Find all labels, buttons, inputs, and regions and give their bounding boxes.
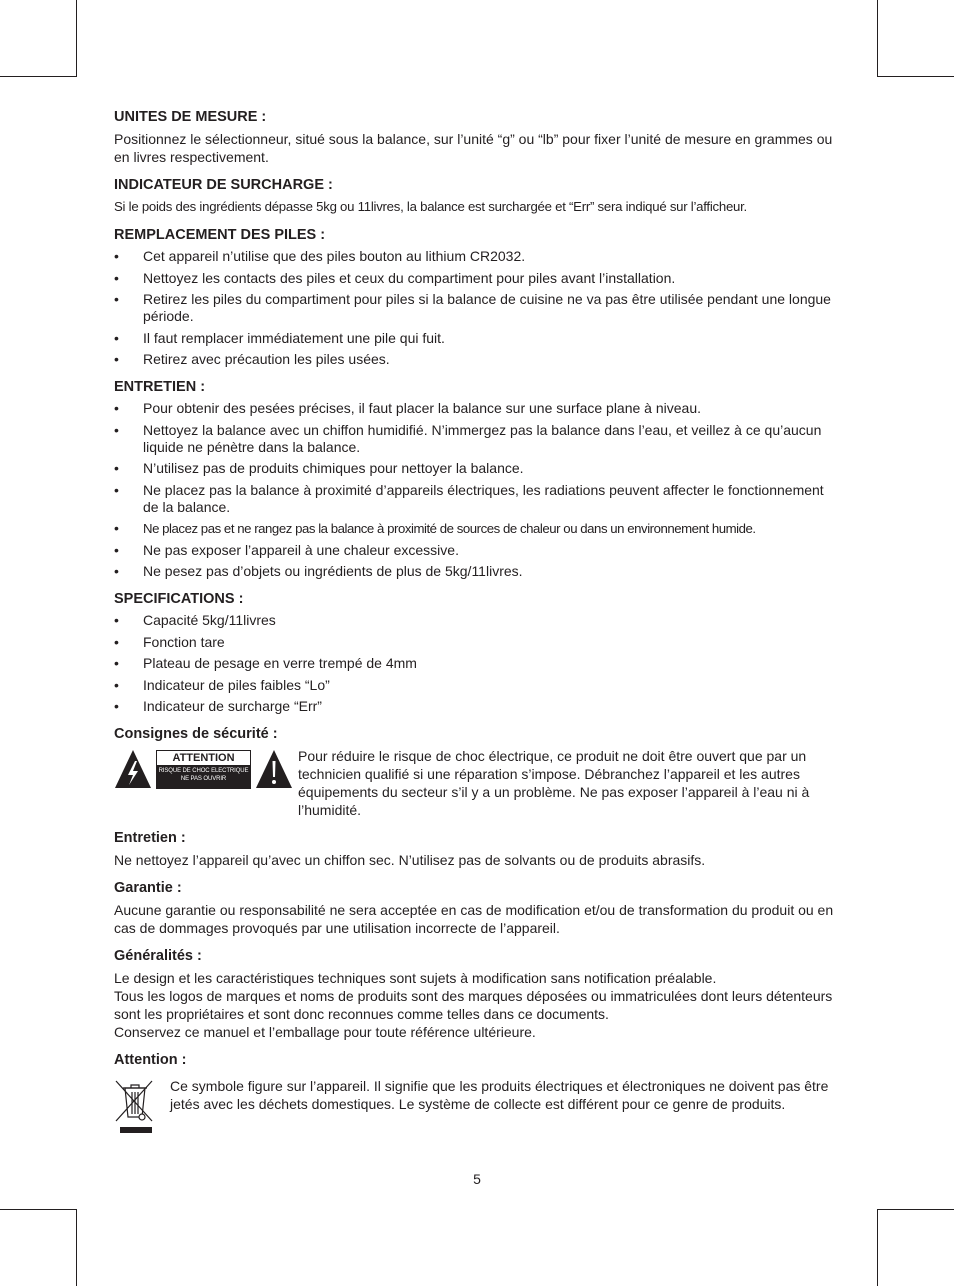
safety-row xyxy=(114,747,840,819)
crop-mark xyxy=(877,1209,878,1286)
crop-mark xyxy=(0,76,77,77)
warranty-heading: Garantie : xyxy=(114,880,182,896)
overload-section xyxy=(114,176,840,216)
crop-mark xyxy=(0,1209,77,1210)
list-item: • Pour obtenir des pesées précises, il faut placer la balance sur une surface plane à niveau. xyxy=(114,400,702,416)
list-item: • Capacité 5kg/11livres xyxy=(114,612,276,628)
crop-mark xyxy=(877,0,878,76)
attention-text: Ce symbole figure sur l’appareil. Il signifie que les produits électriques et électroniques ne doivent pas être jetés avec les déchets domestiques. Le système de collecte est différent pour ce genre de produits. xyxy=(170,1078,829,1112)
warranty-section xyxy=(114,879,840,937)
crop-mark xyxy=(877,1209,954,1210)
weee-icon-wrap xyxy=(114,1077,170,1141)
list-item: • Ne placez pas la balance à proximité d’appareils électriques, les radiations peuvent affecter le fonctionnement de la balance. xyxy=(114,481,824,515)
exclamation-warning-icon xyxy=(255,749,293,789)
safety-section xyxy=(114,725,840,819)
general-section xyxy=(114,947,840,1041)
units-heading: UNITES DE MESURE : xyxy=(114,109,267,125)
list-item: • Indicateur de piles faibles “Lo” xyxy=(114,676,330,693)
list-item: • Retirez avec précaution les piles usées. xyxy=(114,351,390,367)
safety-text: Pour réduire le risque de choc électrique, ce produit ne doit être ouvert que par un technicien qualifié si une réparation s’impose. Débranchez l’appareil et les autres équipements du secteur s’il y a un problème. Ne pas exposer l’appareil à l’eau ni à l’humidité. xyxy=(298,748,810,818)
list-item: • Retirez les piles du compartiment pour piles si la balance de cuisine ne va pas être utilisée pendant une longue période. xyxy=(114,291,831,324)
crossed-bin-icon xyxy=(114,1077,156,1135)
maintenance-section xyxy=(114,378,840,580)
warranty-text: Aucune garantie ou responsabilité ne sera acceptée en cas de modification et/ou de transformation du produit ou en cas de dommages provoqués par une utilisation incorrecte de l’appareil. xyxy=(114,902,834,936)
attention-label-box xyxy=(156,750,251,789)
list-item: • Fonction tare xyxy=(114,633,225,650)
crop-mark xyxy=(76,1209,77,1286)
attention-heading: Attention : xyxy=(114,1052,187,1068)
care-section xyxy=(114,829,840,869)
maintenance-heading: ENTRETIEN : xyxy=(114,379,206,395)
general-line: Tous les logos de marques et noms de produits sont des marques déposées ou immatriculées dont leurs détenteurs sont les propriétaires et sont donc reconnues comme telles dans ce documents. xyxy=(114,988,833,1022)
attention-section xyxy=(114,1051,840,1141)
specs-heading: SPECIFICATIONS : xyxy=(114,591,244,607)
list-item: • Nettoyez les contacts des piles et ceux du compartiment pour piles avant l’installation. xyxy=(114,269,676,286)
units-section xyxy=(114,108,840,166)
maintenance-list xyxy=(114,400,840,580)
attention-sublabel: RISQUE DE CHOC ELECTRIQUE NE PAS OUVRIR xyxy=(158,768,249,782)
crop-mark xyxy=(76,0,77,76)
page-content xyxy=(114,108,840,1151)
batteries-section xyxy=(114,226,840,368)
safety-heading: Consignes de sécurité : xyxy=(114,726,278,742)
batteries-heading: REMPLACEMENT DES PILES : xyxy=(114,227,326,243)
attention-label: ATTENTION xyxy=(157,751,250,765)
page-number: 5 xyxy=(473,1171,481,1187)
list-item: • Nettoyez la balance avec un chiffon humidifié. N’immergez pas la balance dans l’eau, et veillez à ce qu’aucun liquide ne pénètre dans la balance. xyxy=(114,421,822,455)
general-line: Le design et les caractéristiques techniques sont sujets à modification sans notification préalable. xyxy=(114,970,717,986)
list-item: • Ne pesez pas d’objets ou ingrédients de plus de 5kg/11livres. xyxy=(114,563,523,579)
list-item: • Ne pas exposer l’appareil à une chaleur excessive. xyxy=(114,541,459,558)
lightning-warning-icon xyxy=(114,749,152,789)
general-heading: Généralités : xyxy=(114,948,202,964)
care-heading: Entretien : xyxy=(114,830,186,846)
list-item: • Il faut remplacer immédiatement une pile qui fuit. xyxy=(114,329,445,346)
list-item: • Indicateur de surcharge “Err” xyxy=(114,698,322,714)
batteries-list xyxy=(114,248,840,368)
crop-mark xyxy=(877,76,954,77)
general-line: Conservez ce manuel et l’emballage pour toute référence ultérieure. xyxy=(114,1024,536,1040)
safety-icons xyxy=(114,747,298,807)
list-item: • Plateau de pesage en verre trempé de 4mm xyxy=(114,655,417,671)
weee-row xyxy=(114,1077,840,1141)
list-item: • N’utilisez pas de produits chimiques pour nettoyer la balance. xyxy=(114,460,524,476)
list-item: • Cet appareil n’utilise que des piles bouton au lithium CR2032. xyxy=(114,248,526,264)
specs-list xyxy=(114,612,840,715)
care-text: Ne nettoyez l’appareil qu’avec un chiffon sec. N’utilisez pas de solvants ou de produits abrasifs. xyxy=(114,852,706,868)
overload-text: Si le poids des ingrédients dépasse 5kg ou 11livres, la balance est surchargée et “Err” sera indiqué sur l’afficheur. xyxy=(114,199,747,214)
units-text: Positionnez le sélectionneur, situé sous la balance, sur l’unité “g” ou “lb” pour fixer l’unité de mesure en grammes ou en livres respectivement. xyxy=(114,131,833,165)
overload-heading: INDICATEUR DE SURCHARGE : xyxy=(114,177,333,193)
specs-section xyxy=(114,590,840,715)
list-item: • Ne placez pas et ne rangez pas la balance à proximité de sources de chaleur ou dans un environnement humide. xyxy=(114,520,756,536)
